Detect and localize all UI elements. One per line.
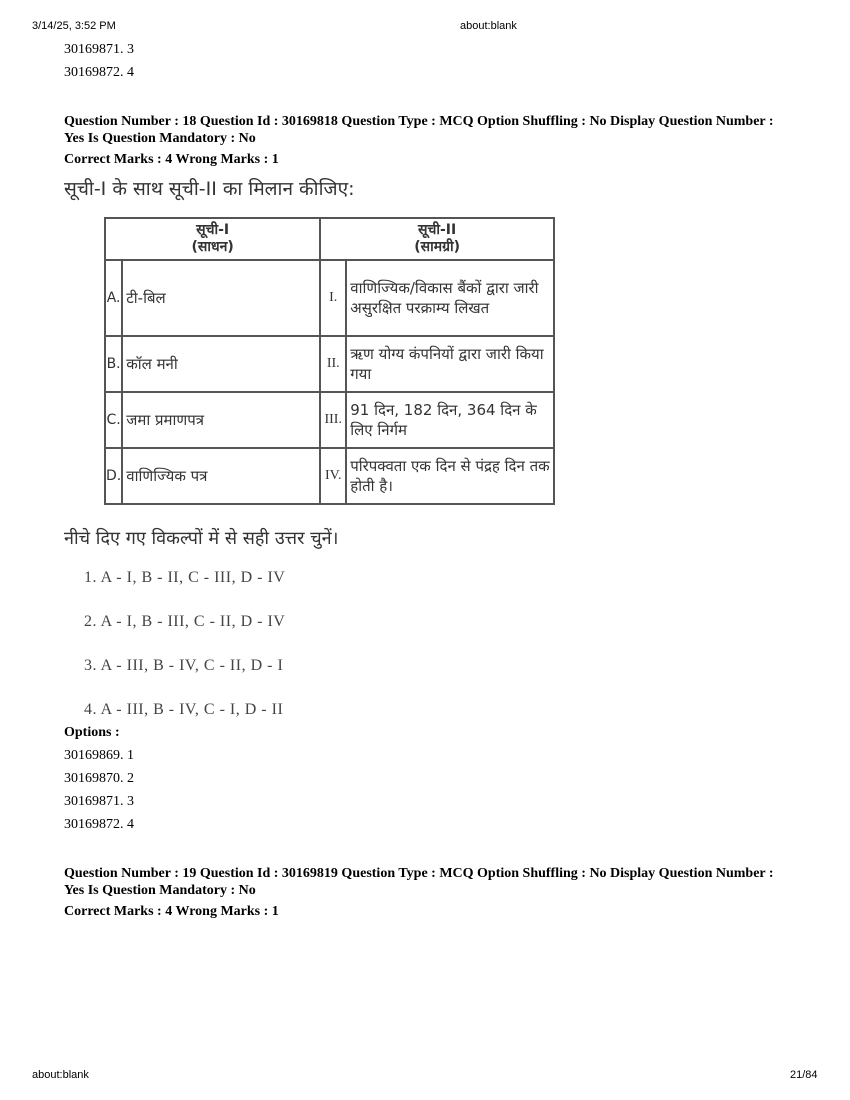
print-datetime: 3/14/25, 3:52 PM (32, 20, 116, 32)
q18-instruction: नीचे दिए गए विकल्पों में से सही उत्तर चुनें। (64, 528, 339, 549)
q18-prompt: सूची-I के साथ सूची-II का मिलान कीजिए: (64, 178, 355, 200)
table-row (105, 336, 554, 392)
list1-title: सूची-I (196, 222, 230, 238)
table-row (105, 392, 554, 448)
match-table-header (105, 218, 554, 260)
table-row (105, 260, 554, 336)
list1-item: टी-बिल (122, 260, 320, 336)
list2-title: सूची-II (418, 222, 457, 238)
row-label: C. (105, 392, 122, 448)
row-label: A. (105, 260, 122, 336)
prev-option-4: 30169872. 4 (64, 65, 134, 80)
q18-header: Question Number : 18 Question Id : 30169818 Question Type : MCQ Option Shuffling : No Display Question Number : Yes Is Question Mandatory : No (64, 114, 774, 146)
footer-url: about:blank (32, 1069, 89, 1081)
list2-item: परिपक्वता एक दिन से पंद्रह दिन तक होती है। (346, 448, 554, 504)
option-id-3: 30169871. 3 (64, 794, 134, 809)
row-number: III. (320, 392, 346, 448)
q19-header: Question Number : 19 Question Id : 30169819 Question Type : MCQ Option Shuffling : No Display Question Number : Yes Is Question Mandatory : No (64, 866, 774, 898)
option-id-1: 30169869. 1 (64, 748, 134, 763)
q19-marks: Correct Marks : 4 Wrong Marks : 1 (64, 904, 279, 919)
row-number: II. (320, 336, 346, 392)
list2-item: 91 दिन, 182 दिन, 364 दिन के लिए निर्गम (346, 392, 554, 448)
choice-4: 4. A - III, B - IV, C - I, D - II (84, 701, 284, 718)
page-number: 21/84 (790, 1069, 818, 1081)
list1-item: वाणिज्यिक पत्र (122, 448, 320, 504)
print-url: about:blank (460, 20, 517, 32)
table-row (105, 448, 554, 504)
row-number: I. (320, 260, 346, 336)
option-id-2: 30169870. 2 (64, 771, 134, 786)
q18-marks: Correct Marks : 4 Wrong Marks : 1 (64, 152, 279, 167)
prev-option-3: 30169871. 3 (64, 42, 134, 57)
list1-subtitle: (साधन) (191, 239, 234, 255)
choice-1: 1. A - I, B - II, C - III, D - IV (84, 569, 286, 586)
list2-subtitle: (सामग्री) (414, 239, 460, 255)
row-label: D. (105, 448, 122, 504)
list2-item: वाणिज्यिक/विकास बैंकों द्वारा जारी असुरक्षित परक्राम्य लिखत (346, 260, 554, 336)
row-number: IV. (320, 448, 346, 504)
list2-item: ऋण योग्य कंपनियों द्वारा जारी किया गया (346, 336, 554, 392)
list1-heading (105, 218, 320, 260)
options-label: Options : (64, 725, 120, 740)
choice-3: 3. A - III, B - IV, C - II, D - I (84, 657, 284, 674)
match-table (104, 217, 555, 505)
list2-heading (320, 218, 554, 260)
option-id-4: 30169872. 4 (64, 817, 134, 832)
list1-item: कॉल मनी (122, 336, 320, 392)
row-label: B. (105, 336, 122, 392)
choice-2: 2. A - I, B - III, C - II, D - IV (84, 613, 286, 630)
list1-item: जमा प्रमाणपत्र (122, 392, 320, 448)
